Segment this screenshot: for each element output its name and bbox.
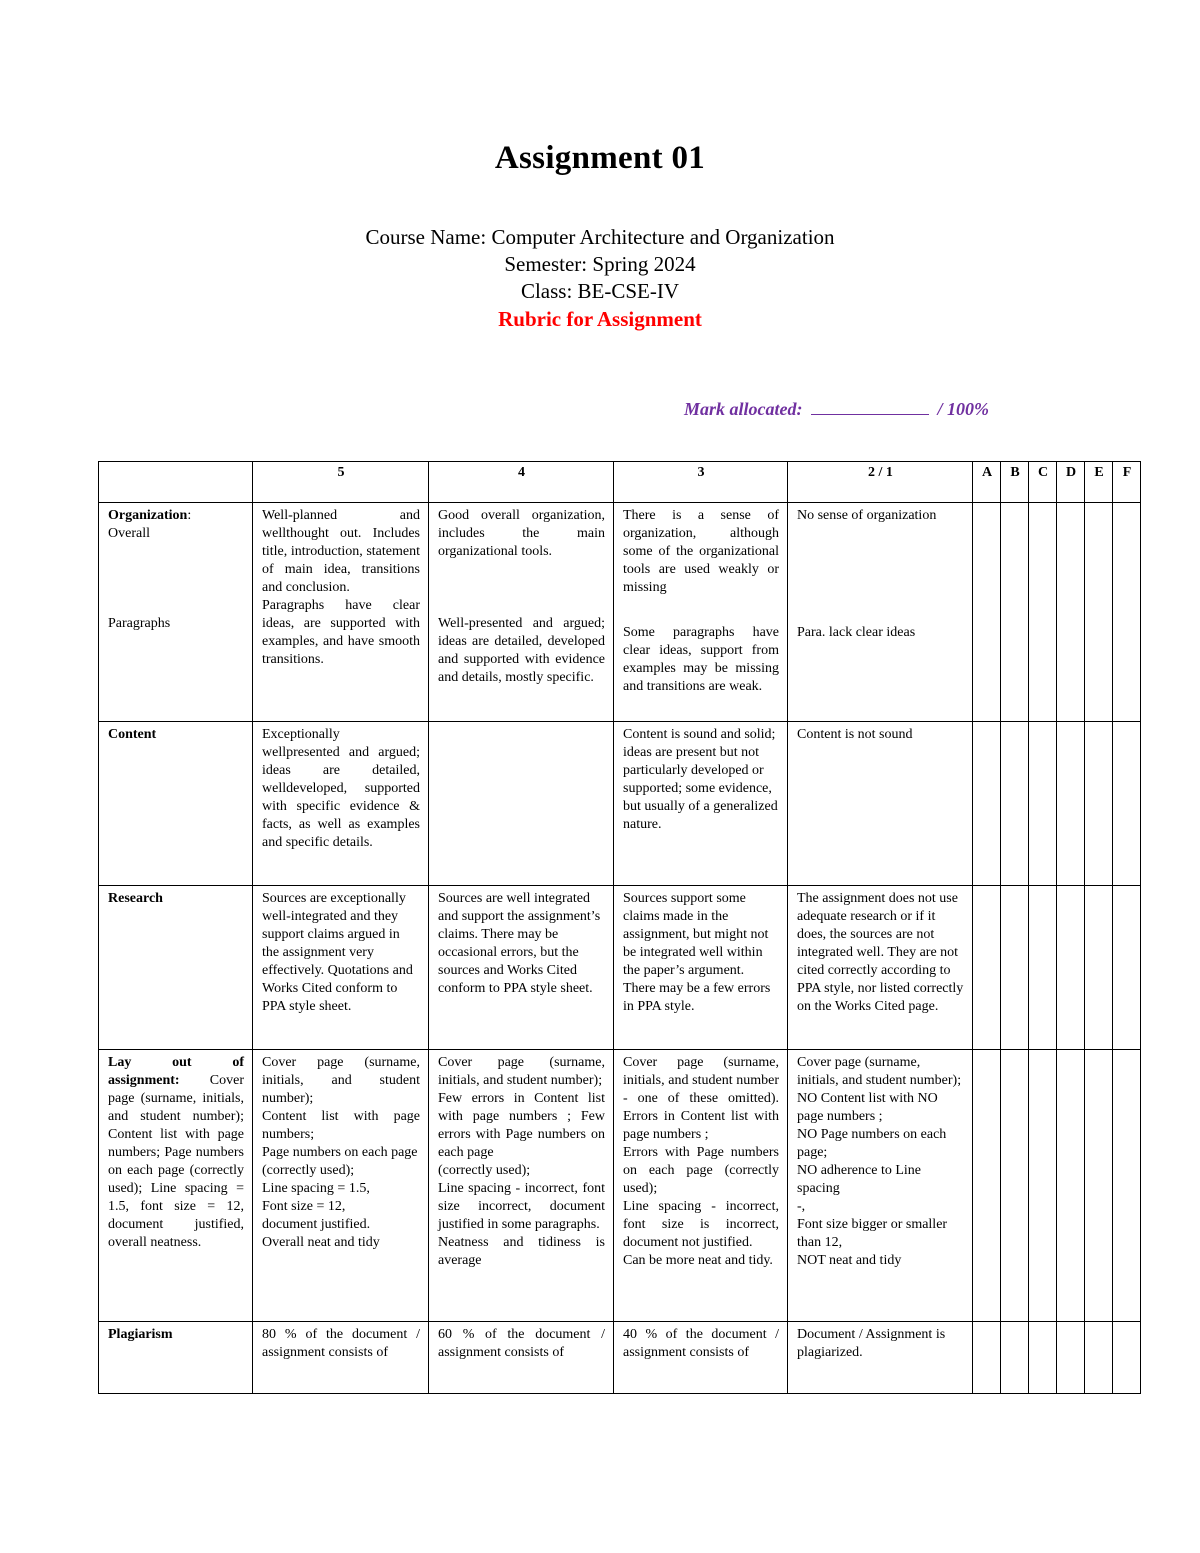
- grade-c-cell[interactable]: [1029, 503, 1057, 722]
- score-2-cell: [788, 503, 973, 722]
- grade-c-cell[interactable]: [1029, 1322, 1057, 1394]
- score-5-cell: 80 % of the document / assignment consists of: [253, 1322, 429, 1394]
- score-4-cell: [429, 503, 614, 722]
- grade-f-cell[interactable]: [1113, 1050, 1141, 1322]
- grade-d-cell[interactable]: [1057, 503, 1085, 722]
- grade-a-cell[interactable]: [973, 1050, 1001, 1322]
- header-cell-4: 4: [429, 462, 614, 503]
- criterion-detail: Cover page (surname, initials, and student number); Content list with page numbers; Page numbers on each page (correctly used); Line spacing = 1.5, font size = 12, document justified, overall neatness.: [108, 1073, 244, 1250]
- header-cell-c: C: [1029, 462, 1057, 503]
- header-cell-2-1: 2 / 1: [788, 462, 973, 503]
- grade-d-cell[interactable]: [1057, 886, 1085, 1050]
- header-cell-d: D: [1057, 462, 1085, 503]
- header-cell-a: A: [973, 462, 1001, 503]
- header-cell-e: E: [1085, 462, 1113, 503]
- score-4-cell: Sources are well integrated and support the assignment’s claims. There may be occasional errors, but the sources and Works Cited conform to PPA style sheet.: [429, 886, 614, 1050]
- criterion-cell: [99, 722, 253, 886]
- grade-c-cell[interactable]: [1029, 722, 1057, 886]
- grade-b-cell[interactable]: [1001, 886, 1029, 1050]
- table-row-content: [99, 722, 1141, 886]
- header-cell-5: 5: [253, 462, 429, 503]
- mark-label: Mark allocated:: [684, 399, 803, 419]
- criterion-cell: [99, 1322, 253, 1394]
- header-cell-criteria: [99, 462, 253, 503]
- score-3-cell: Sources support some claims made in the assignment, but might not be integrated well within the paper’s argument. There may be a few errors in PPA style.: [614, 886, 788, 1050]
- grade-f-cell[interactable]: [1113, 722, 1141, 886]
- score-4-paragraphs: Well-presented and argued; ideas are detailed, developed and supported with evidence and details, mostly specific.: [438, 616, 605, 685]
- grade-b-cell[interactable]: [1001, 503, 1029, 722]
- grade-a-cell[interactable]: [973, 722, 1001, 886]
- grade-a-cell[interactable]: [973, 886, 1001, 1050]
- score-4-cell: Cover page (surname, initials, and student number); Few errors in Content list with page numbers ; Few errors with Page numbers on each page (correctly used); Line spacing - incorrect, font size incorrect, document justified in some paragraphs. Neatness and tidiness is average: [429, 1050, 614, 1322]
- criterion-cell: [99, 886, 253, 1050]
- header-cell-3: 3: [614, 462, 788, 503]
- criterion-name: Lay out of assignment:: [108, 1055, 244, 1088]
- score-3-cell: Cover page (surname, initials, and student number - one of these omitted). Errors in Content list with page numbers ; Errors with Page numbers on each page (correctly used); Line spacing - incorrect, font size is incorrect, document not justified. Can be more neat and tidy.: [614, 1050, 788, 1322]
- score-4-overall: Good overall organization, includes the main organizational tools.: [438, 508, 605, 559]
- score-2-paragraphs: Para. lack clear ideas: [797, 625, 916, 640]
- table-row-organization: [99, 503, 1141, 722]
- grade-d-cell[interactable]: [1057, 1050, 1085, 1322]
- grade-a-cell[interactable]: [973, 503, 1001, 722]
- criterion-name: Research: [108, 891, 163, 906]
- criterion-cell: [99, 503, 253, 722]
- grade-b-cell[interactable]: [1001, 1322, 1029, 1394]
- criterion-detail: : Overall: [108, 508, 192, 541]
- header-cell-f: F: [1113, 462, 1141, 503]
- score-3-overall: There is a sense of organization, although some of the organizational tools are used weakly or missing: [623, 508, 779, 595]
- table-row-layout: [99, 1050, 1141, 1322]
- score-3-cell: [614, 503, 788, 722]
- grade-f-cell[interactable]: [1113, 1322, 1141, 1394]
- score-3-cell: Content is sound and solid; ideas are present but not particularly developed or supported; some evidence, but usually of a generalized nature.: [614, 722, 788, 886]
- course-name: Course Name: Computer Architecture and Organization: [365, 225, 835, 249]
- grade-f-cell[interactable]: [1113, 503, 1141, 722]
- assignment-title: Assignment 01: [494, 140, 706, 176]
- criterion-name: Organization: [108, 508, 188, 523]
- grade-e-cell[interactable]: [1085, 503, 1113, 722]
- table-row-plagiarism: [99, 1322, 1141, 1394]
- score-5-cell: Exceptionally wellpresented and argued; ideas are detailed, welldeveloped, supported with specific evidence & facts, as well as examples and specific details.: [253, 722, 429, 886]
- mark-allocated: [684, 398, 989, 420]
- score-5-cell: Cover page (surname, initials, and student number); Content list with page numbers; Page numbers on each page (correctly used); Line spacing = 1.5, Font size = 12, document justified. Overall neat and tidy: [253, 1050, 429, 1322]
- table-header-row: [99, 462, 1141, 503]
- mark-blank-line[interactable]: [811, 398, 929, 415]
- score-2-overall: No sense of organization: [797, 508, 937, 523]
- grade-d-cell[interactable]: [1057, 1322, 1085, 1394]
- criterion-name: Plagiarism: [108, 1327, 173, 1342]
- header-cell-b: B: [1001, 462, 1029, 503]
- grade-b-cell[interactable]: [1001, 1050, 1029, 1322]
- grade-d-cell[interactable]: [1057, 722, 1085, 886]
- score-3-cell: 40 % of the document / assignment consists of: [614, 1322, 788, 1394]
- grade-b-cell[interactable]: [1001, 722, 1029, 886]
- grade-a-cell[interactable]: [973, 1322, 1001, 1394]
- score-2-cell: Document / Assignment is plagiarized.: [788, 1322, 973, 1394]
- semester: Semester: Spring 2024: [504, 252, 696, 276]
- score-3-paragraphs: Some paragraphs have clear ideas, support from examples may be missing and transitions are weak.: [623, 625, 779, 694]
- score-2-cell: The assignment does not use adequate research or if it does, the sources are not integrated well. They are not cited correctly according to PPA style, nor listed correctly on the Works Cited page.: [788, 886, 973, 1050]
- score-4-cell: [429, 722, 614, 886]
- criterion-name: Content: [108, 727, 157, 742]
- score-5-cell: Sources are exceptionally well-integrated and they support claims argued in the assignment very effectively. Quotations and Works Cited conform to PPA style sheet.: [253, 886, 429, 1050]
- grade-e-cell[interactable]: [1085, 722, 1113, 886]
- grade-c-cell[interactable]: [1029, 1050, 1057, 1322]
- rubric-title: Rubric for Assignment: [498, 307, 702, 331]
- grade-e-cell[interactable]: [1085, 1050, 1113, 1322]
- score-2-cell: Content is not sound: [788, 722, 973, 886]
- score-2-cell: Cover page (surname, initials, and student number); NO Content list with NO page numbers ; NO Page numbers on each page; NO adherence to Line spacing -, Font size bigger or smaller than 12, NOT neat and tidy: [788, 1050, 973, 1322]
- grade-f-cell[interactable]: [1113, 886, 1141, 1050]
- table-row-research: [99, 886, 1141, 1050]
- grade-e-cell[interactable]: [1085, 886, 1113, 1050]
- criterion-cell: [99, 1050, 253, 1322]
- score-4-cell: 60 % of the document / assignment consists of: [429, 1322, 614, 1394]
- criterion-subitem: Paragraphs: [108, 616, 171, 631]
- mark-suffix: / 100%: [937, 399, 989, 419]
- rubric-table: [98, 461, 1141, 1394]
- grade-e-cell[interactable]: [1085, 1322, 1113, 1394]
- grade-c-cell[interactable]: [1029, 886, 1057, 1050]
- class-name: Class: BE-CSE-IV: [520, 279, 680, 303]
- score-5-cell: Well-planned and wellthought out. Includes title, introduction, statement of main idea, transitions and conclusion. Paragraphs have clear ideas, are supported with examples, and have smooth transitions.: [253, 503, 429, 722]
